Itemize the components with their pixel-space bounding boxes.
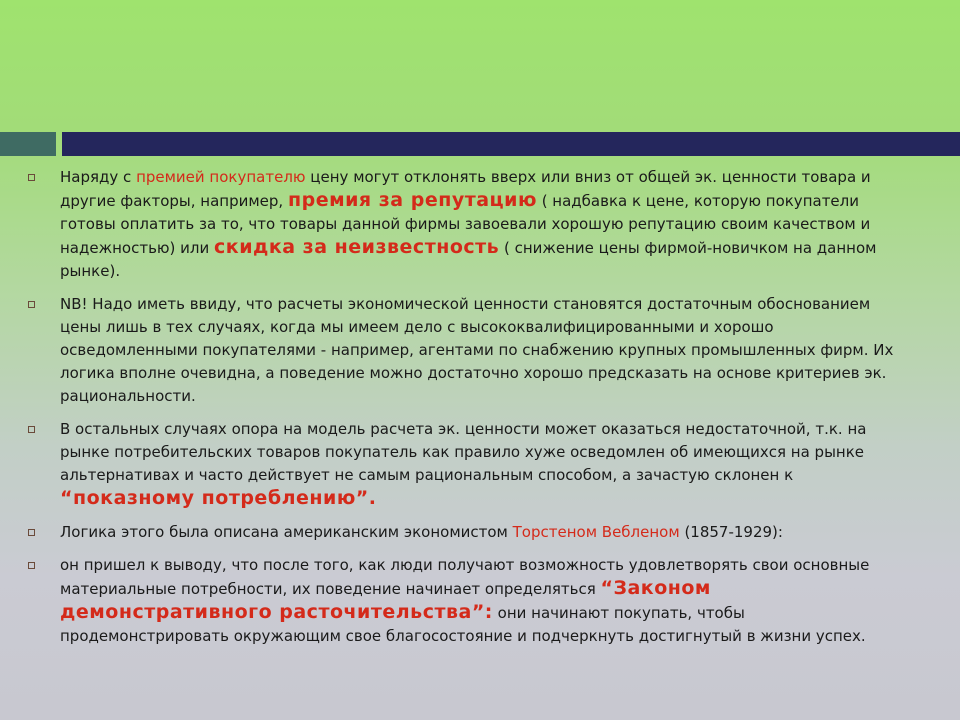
highlight-reputation-premium: премия за репутацию <box>287 189 537 211</box>
header-band-right <box>62 132 960 156</box>
slide-content <box>28 166 908 658</box>
bullet-icon <box>28 529 35 536</box>
highlight-conspicuous-waste-law: “Законом демонстративного расточительства”: <box>60 577 711 623</box>
paragraph-2: NB! Надо иметь ввиду, что расчеты экономической ценности становятся достаточным обоснованием цены лишь в тех случаях, когда мы имеем дело с высококвалифицированными и хорошо осведомленными покупателями - например, агентами по снабжению крупных промышленных фирм. Их логика вполне очевидна, а поведение можно достаточно хорошо предсказать на основе критериев эк. рациональности. <box>28 293 908 408</box>
highlight-veblen: Торстеном Вебленом <box>512 523 680 541</box>
paragraph-3: В остальных случаях опора на модель расчета эк. ценности может оказаться недостаточной, т.к. на рынке потребительских товаров покупатель как правило хуже осведомлен об имеющихся на рынке альтернативах и часто действует не самым рациональным способом, а зачастую склонен к “показному потреблению”. <box>28 418 908 511</box>
paragraph-5: он пришел к выводу, что после того, как люди получают возможность удовлетворять свои основные материальные потребности, их поведение начинает определяться “Законом демонстративного расточительства”: они начинают покупать, чтобы продемонстрировать окружающим свое благосостояние и подчеркнуть достигнутый в жизни успех. <box>28 554 908 648</box>
highlight-unknown-discount: скидка за неизвестность <box>214 236 500 258</box>
paragraph-1: Наряду с премией покупателю цену могут отклонять вверх или вниз от общей эк. ценности товара и другие факторы, например, премия за репутацию ( надбавка к цене, которую покупатели готовы оплатить за то, что товары данной фирмы завоевали хорошую репутацию своим качеством и надежностью) или скидка за неизвестность ( снижение цены фирмой-новичком на данном рынке). <box>28 166 908 283</box>
header-band-left <box>0 132 56 156</box>
bullet-icon <box>28 426 35 433</box>
bullet-icon <box>28 301 35 308</box>
highlight-conspicuous-consumption: “показному потреблению”. <box>60 487 377 509</box>
highlight-buyer-premium: премией покупателю <box>136 168 306 186</box>
paragraph-4: Логика этого была описана американским экономистом Торстеном Вебленом (1857-1929): <box>28 521 908 544</box>
bullet-icon <box>28 174 35 181</box>
bullet-icon <box>28 562 35 569</box>
